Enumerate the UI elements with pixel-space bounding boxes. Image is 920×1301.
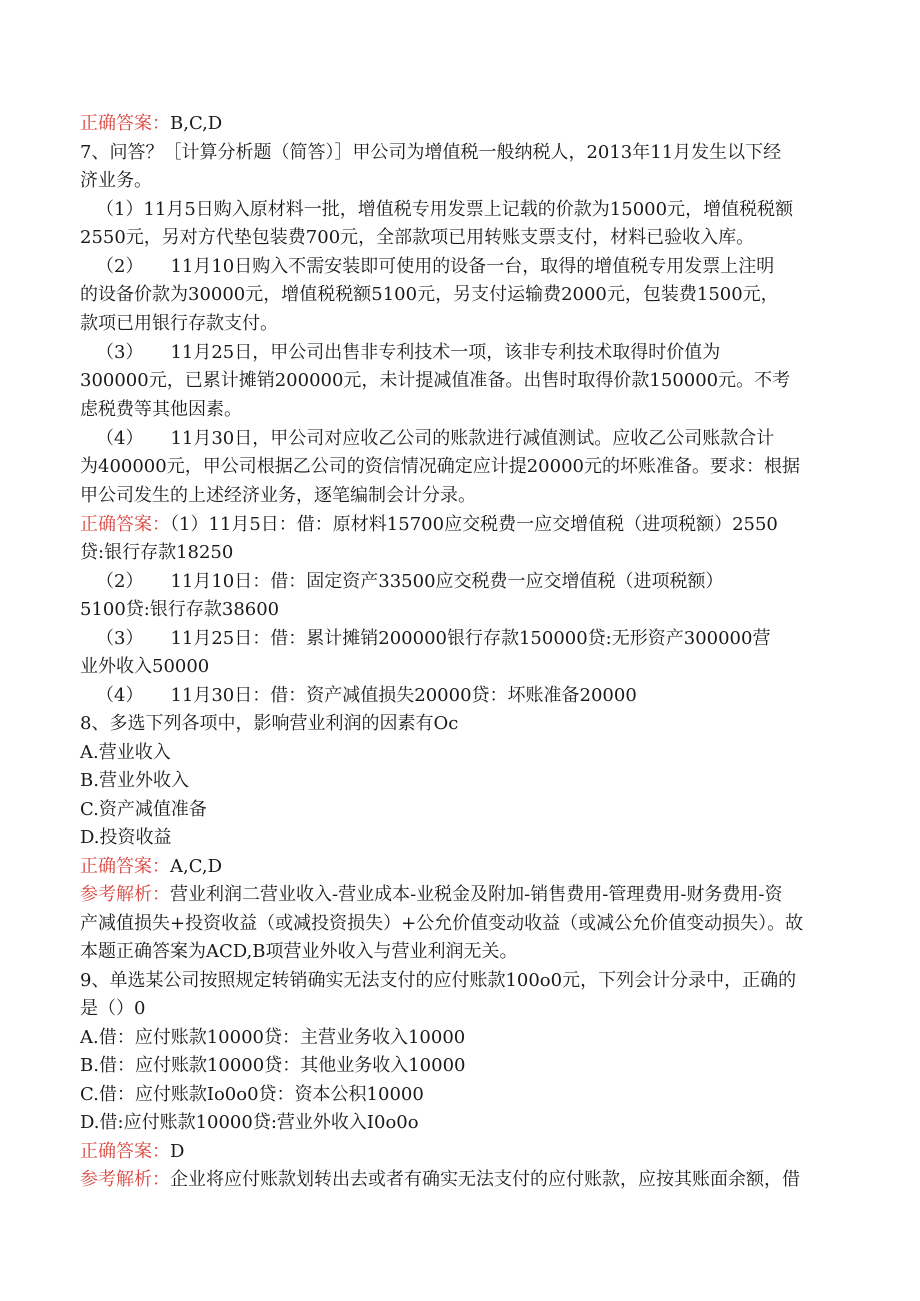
answer-label: 正确答案： [80,113,170,134]
option-c: C.资产减值准备 [80,799,207,820]
option-a: A.营业收入 [80,742,171,763]
question-text-line: （4） 11月30日，甲公司对应收乙公司的账款进行减值测试。应收乙公司账款合计 [96,428,775,449]
answer-label: 正确答案： [80,514,170,535]
question-text-line: 的设备价款为30000元，增值税税额5100元，另支付运输费2000元，包装费1500元， [80,284,779,305]
question-text-line: （2） 11月10日购入不需安装即可使用的设备一台，取得的增值税专用发票上注明 [96,256,775,277]
question-text-line: 2550元，另对方代垫包装费700元，全部款项已用转账支票支付，材料已验收入库。 [80,227,755,248]
question-text-line: 甲公司发生的上述经济业务，逐笔编制会计分录。 [80,485,476,506]
analysis-text: 企业将应付账款划转出去或者有确实无法支付的应付账款，应按其账面余额，借 [170,1169,800,1190]
answer-value: A,C,D [170,856,223,877]
answer-value: B,C,D [170,113,223,134]
answer-label: 正确答案： [80,1141,170,1162]
analysis-line [80,881,783,909]
question-text-line: 济业务。 [80,170,152,191]
question-text-line: 9、单选某公司按照规定转销确实无法支付的应付账款100o0元，下列会计分录中，正确的 [80,970,797,991]
option-b: B.借：应付账款10000贷：其他业务收入10000 [80,1055,466,1076]
answer-line [80,853,222,881]
option-c: C.借：应付账款Io0o0贷：资本公积10000 [80,1084,424,1105]
option-a: A.借：应付账款10000贷：主营业务收入10000 [80,1027,466,1048]
answer-text-line: （3） 11月25日：借：累计摊销200000银行存款150000贷:无形资产300000营 [96,628,771,649]
question-text-line: 300000元，已累计摊销200000元，未计提减值准备。出售时取得价款150000元。不考 [80,370,791,391]
answer-text: （1）11月5日：借：原材料15700应交税费一应交增值税（进项税额）2550 [170,514,778,535]
answer-label: 正确答案： [80,856,170,877]
answer-line [80,511,778,539]
analysis-text-line: 产减值损失+投资收益（或减投资损失）+公允价值变动收益（或减公允价值变动损失）。故 [80,913,804,934]
answer-text-line: 5100贷:银行存款38600 [80,599,280,620]
question-text-line: 7、问答？［计算分析题（简答）］甲公司为增值税一般纳税人，2013年11月发生以下经 [80,142,782,163]
question-text-line: 虑税费等其他因素。 [80,399,242,420]
analysis-label: 参考解析： [80,1169,170,1190]
analysis-label: 参考解析： [80,884,170,905]
answer-line [80,110,222,138]
question-text-line: （1）11月5日购入原材料一批，增值税专用发票上记载的价款为15000元，增值税税额 [96,199,794,220]
analysis-line [80,1166,800,1194]
answer-line [80,1138,184,1166]
answer-text-line: 业外收入50000 [80,656,210,677]
option-d: D.投资收益 [80,827,172,848]
question-text-line: 是（）0 [80,998,146,1019]
question-text-line: （3） 11月25日，甲公司出售非专利技术一项，该非专利技术取得时价值为 [96,342,721,363]
option-d: D.借:应付账款10000贷:营业外收入I0o0o [80,1112,419,1133]
answer-value: D [170,1141,185,1162]
analysis-text: 营业利润二营业收入-营业成本-业税金及附加-销售费用-管理费用-财务费用-资 [170,884,783,905]
question-text-line: 为400000元，甲公司根据乙公司的资信情况确定应计提20000元的坏账准备。要求：根据 [80,456,800,477]
question-text-line: 款项已用银行存款支付。 [80,313,278,334]
question-text-line: 8、多选下列各项中，影响营业利润的因素有Oc [80,713,459,734]
option-b: B.营业外收入 [80,770,189,791]
analysis-text-line: 本题正确答案为ACD,B项营业外收入与营业利润无关。 [80,941,518,962]
answer-text-line: （4） 11月30日：借：资产减值损失20000贷：坏账准备20000 [96,685,637,706]
answer-text-line: （2） 11月10日：借：固定资产33500应交税费一应交增值税（进项税额） [96,571,724,592]
answer-text-line: 贷:银行存款18250 [80,542,234,563]
